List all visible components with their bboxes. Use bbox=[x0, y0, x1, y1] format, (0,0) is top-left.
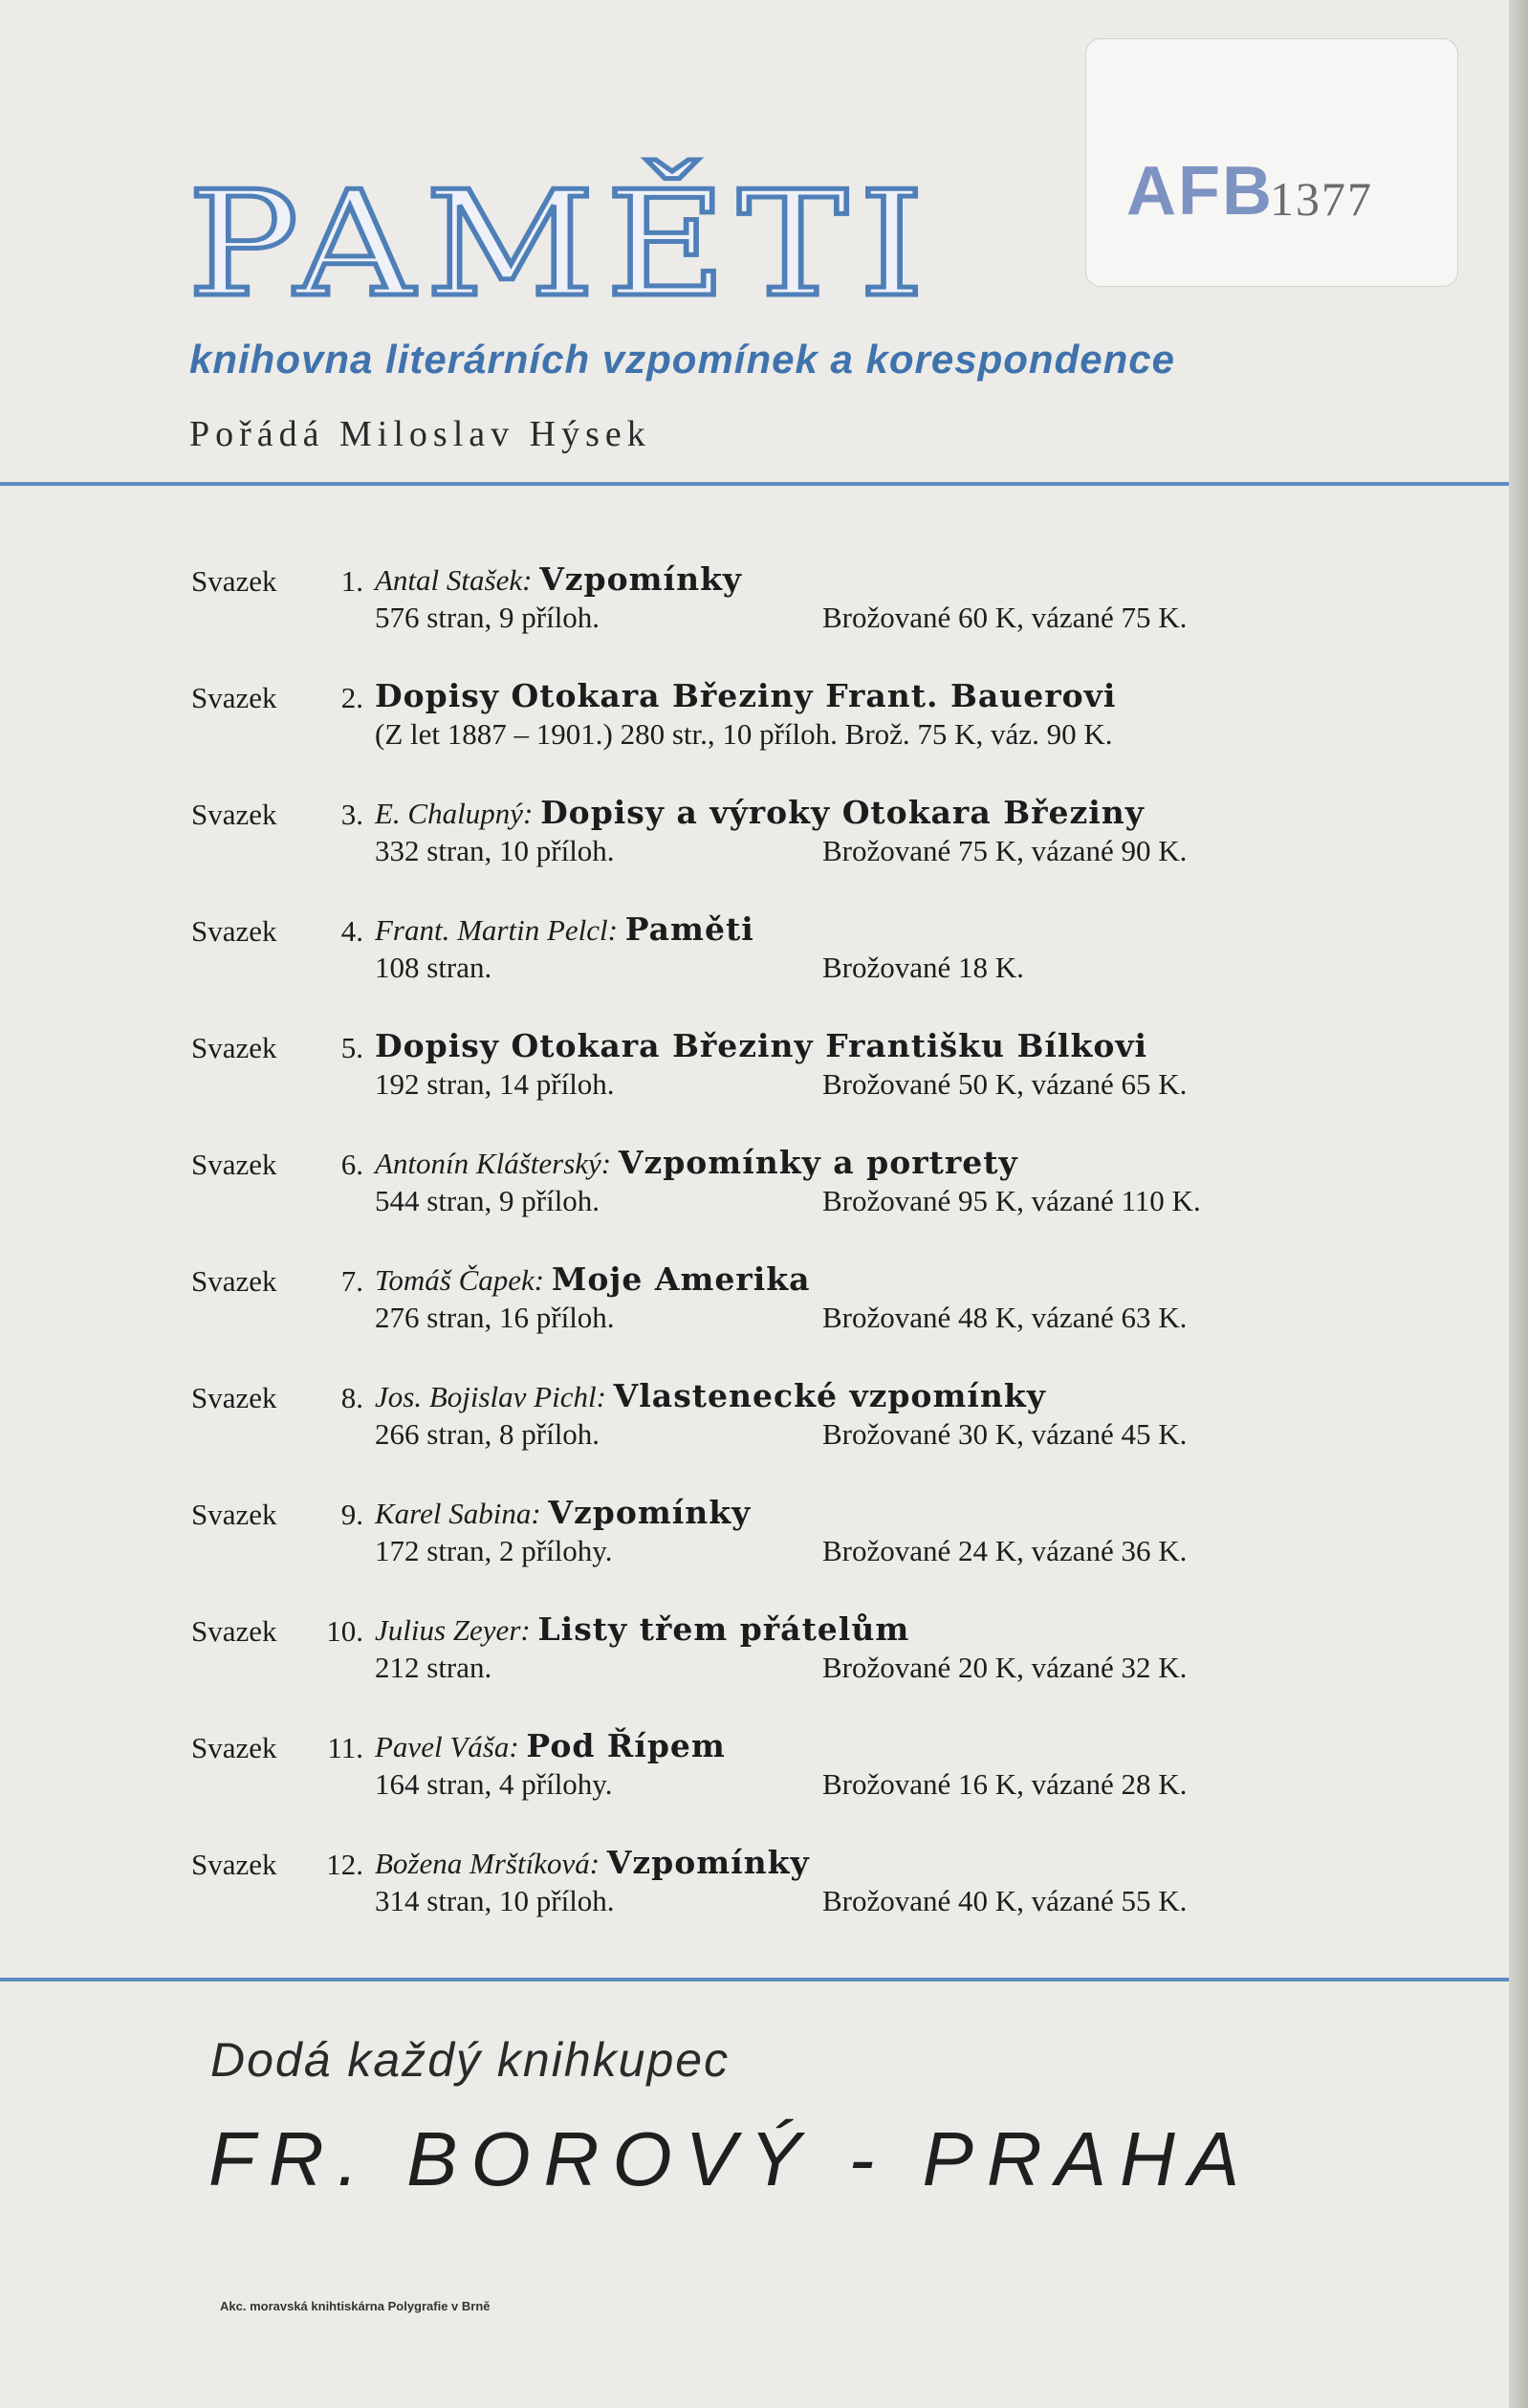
volume-author: Karel Sabina: bbox=[375, 1497, 541, 1530]
volume-label: Svazek bbox=[191, 798, 277, 831]
volume-details: 192 stran, 14 příloh. bbox=[375, 1067, 615, 1101]
volume-price: Brožované 48 K, vázané 63 K. bbox=[822, 1301, 1188, 1334]
volume-details: 576 stran, 9 příloh. bbox=[375, 601, 600, 634]
volume-heading bbox=[375, 910, 754, 948]
volume-price: Brožované 50 K, vázané 65 K. bbox=[822, 1067, 1188, 1101]
volume-price: Brožované 95 K, vázané 110 K. bbox=[822, 1184, 1201, 1217]
volume-number: 11. bbox=[327, 1731, 363, 1764]
library-label-prefix: AFB bbox=[1126, 153, 1274, 230]
volume-author: Pavel Váša: bbox=[375, 1730, 519, 1763]
volume-label: Svazek bbox=[191, 1498, 277, 1531]
volume-label: Svazek bbox=[191, 914, 277, 948]
volume-number: 6. bbox=[340, 1148, 363, 1181]
volume-author: Božena Mrštíková: bbox=[375, 1847, 600, 1880]
volume-label: Svazek bbox=[191, 1031, 277, 1064]
bottom-divider bbox=[0, 1978, 1509, 1981]
volume-number: 5. bbox=[340, 1031, 363, 1064]
volume-number: 3. bbox=[340, 798, 363, 831]
volume-entry bbox=[191, 1830, 1320, 1926]
volume-details: 164 stran, 4 přílohy. bbox=[375, 1767, 613, 1801]
volume-title: Vzpomínky bbox=[548, 1494, 752, 1531]
series-editor: Pořádá Miloslav Hýsek bbox=[189, 414, 651, 454]
volume-details: 172 stran, 2 přílohy. bbox=[375, 1534, 613, 1567]
volume-heading bbox=[375, 1260, 811, 1298]
volume-heading bbox=[375, 1610, 909, 1648]
volume-entry bbox=[191, 1130, 1320, 1226]
volume-title: Vlastenecké vzpomínky bbox=[613, 1377, 1046, 1414]
volume-author: Frant. Martin Pelcl: bbox=[375, 913, 618, 947]
volume-price: Brožované 24 K, vázané 36 K. bbox=[822, 1534, 1188, 1567]
volume-entry bbox=[191, 547, 1320, 643]
volume-price: Brožované 16 K, vázané 28 K. bbox=[822, 1767, 1188, 1801]
series-title: PAMĚTI bbox=[187, 160, 936, 329]
volume-price: Brožované 18 K. bbox=[822, 951, 1024, 984]
volume-author: E. Chalupný: bbox=[375, 797, 534, 830]
volume-price: Brožované 20 K, vázané 32 K. bbox=[822, 1651, 1188, 1684]
volume-details: (Z let 1887 – 1901.) 280 str., 10 příloh. Brož. 75 K, váz. 90 K. bbox=[375, 717, 1113, 751]
volume-label: Svazek bbox=[191, 1148, 277, 1181]
volume-entry bbox=[191, 780, 1320, 876]
volume-number: 10. bbox=[326, 1614, 363, 1648]
volume-details: 212 stran. bbox=[375, 1651, 492, 1684]
volume-label: Svazek bbox=[191, 1381, 277, 1414]
volume-heading bbox=[375, 1377, 1046, 1414]
volume-label: Svazek bbox=[191, 1731, 277, 1764]
volume-heading bbox=[375, 1144, 1018, 1181]
volume-title: Vzpomínky bbox=[539, 560, 743, 598]
volume-author: Antonín Klášterský: bbox=[375, 1147, 612, 1180]
volume-heading bbox=[375, 1494, 751, 1531]
series-subtitle: knihovna literárních vzpomínek a korespondence bbox=[189, 337, 1175, 382]
volume-heading bbox=[375, 1027, 1147, 1064]
volume-title: Dopisy a výroky Otokara Březiny bbox=[540, 794, 1145, 831]
volume-author: Jos. Bojislav Pichl: bbox=[375, 1380, 606, 1413]
volume-title: Dopisy Otokara Březiny Františku Bílkovi bbox=[375, 1027, 1148, 1064]
volume-entry bbox=[191, 1014, 1320, 1109]
volume-entry bbox=[191, 1364, 1320, 1459]
volume-label: Svazek bbox=[191, 564, 277, 598]
volume-title: Vzpomínky bbox=[606, 1844, 810, 1881]
volume-number: 9. bbox=[340, 1498, 363, 1531]
volume-heading bbox=[375, 677, 1116, 714]
volume-label: Svazek bbox=[191, 1848, 277, 1881]
volume-title: Vzpomínky a portrety bbox=[618, 1144, 1018, 1181]
volume-title: Paměti bbox=[624, 910, 754, 948]
volume-title: Pod Řípem bbox=[526, 1727, 726, 1764]
volume-title: Dopisy Otokara Březiny Frant. Bauerovi bbox=[375, 677, 1117, 714]
volume-label: Svazek bbox=[191, 681, 277, 714]
volume-title: Listy třem přátelům bbox=[537, 1610, 910, 1648]
volume-label: Svazek bbox=[191, 1614, 277, 1648]
volume-price: Brožované 75 K, vázané 90 K. bbox=[822, 834, 1188, 867]
volume-number: 4. bbox=[340, 914, 363, 948]
volume-label: Svazek bbox=[191, 1264, 277, 1298]
volume-heading bbox=[375, 794, 1145, 831]
volume-details: 276 stran, 16 příloh. bbox=[375, 1301, 615, 1334]
distribution-note: Dodá každý knihkupec bbox=[210, 2033, 731, 2087]
volume-author: Antal Stašek: bbox=[375, 563, 533, 597]
library-label-number: 1377 bbox=[1270, 172, 1373, 226]
volume-heading bbox=[375, 560, 742, 598]
cover-edge bbox=[1509, 0, 1528, 2408]
top-divider bbox=[0, 482, 1509, 486]
volume-price: Brožované 40 K, vázané 55 K. bbox=[822, 1884, 1188, 1917]
volume-details: 108 stran. bbox=[375, 951, 492, 984]
volume-author: Tomáš Čapek: bbox=[375, 1263, 545, 1297]
volume-number: 1. bbox=[340, 564, 363, 598]
volume-number: 7. bbox=[340, 1264, 363, 1298]
volume-author: Julius Zeyer: bbox=[375, 1613, 531, 1647]
volume-title: Moje Amerika bbox=[551, 1260, 811, 1298]
volume-number: 8. bbox=[340, 1381, 363, 1414]
volume-entry bbox=[191, 1714, 1320, 1809]
volume-entry bbox=[191, 1480, 1320, 1576]
volume-entry bbox=[191, 897, 1320, 993]
volume-number: 12. bbox=[326, 1848, 363, 1881]
publisher-name: FR. BOROVÝ - PRAHA bbox=[208, 2116, 1254, 2201]
printer-imprint: Akc. moravská knihtiskárna Polygrafie v Brně bbox=[220, 2299, 491, 2313]
volume-entry bbox=[191, 1597, 1320, 1693]
volume-price: Brožované 60 K, vázané 75 K. bbox=[822, 601, 1188, 634]
volume-entry bbox=[191, 1247, 1320, 1343]
volume-heading bbox=[375, 1727, 726, 1764]
volume-details: 332 stran, 10 příloh. bbox=[375, 834, 615, 867]
volume-details: 266 stran, 8 příloh. bbox=[375, 1417, 600, 1451]
volume-entry bbox=[191, 664, 1320, 759]
volume-details: 314 stran, 10 příloh. bbox=[375, 1884, 615, 1917]
volume-heading bbox=[375, 1844, 810, 1881]
volume-details: 544 stran, 9 příloh. bbox=[375, 1184, 600, 1217]
library-label-sticker bbox=[1085, 38, 1458, 287]
volume-number: 2. bbox=[340, 681, 363, 714]
volume-price: Brožované 30 K, vázané 45 K. bbox=[822, 1417, 1188, 1451]
